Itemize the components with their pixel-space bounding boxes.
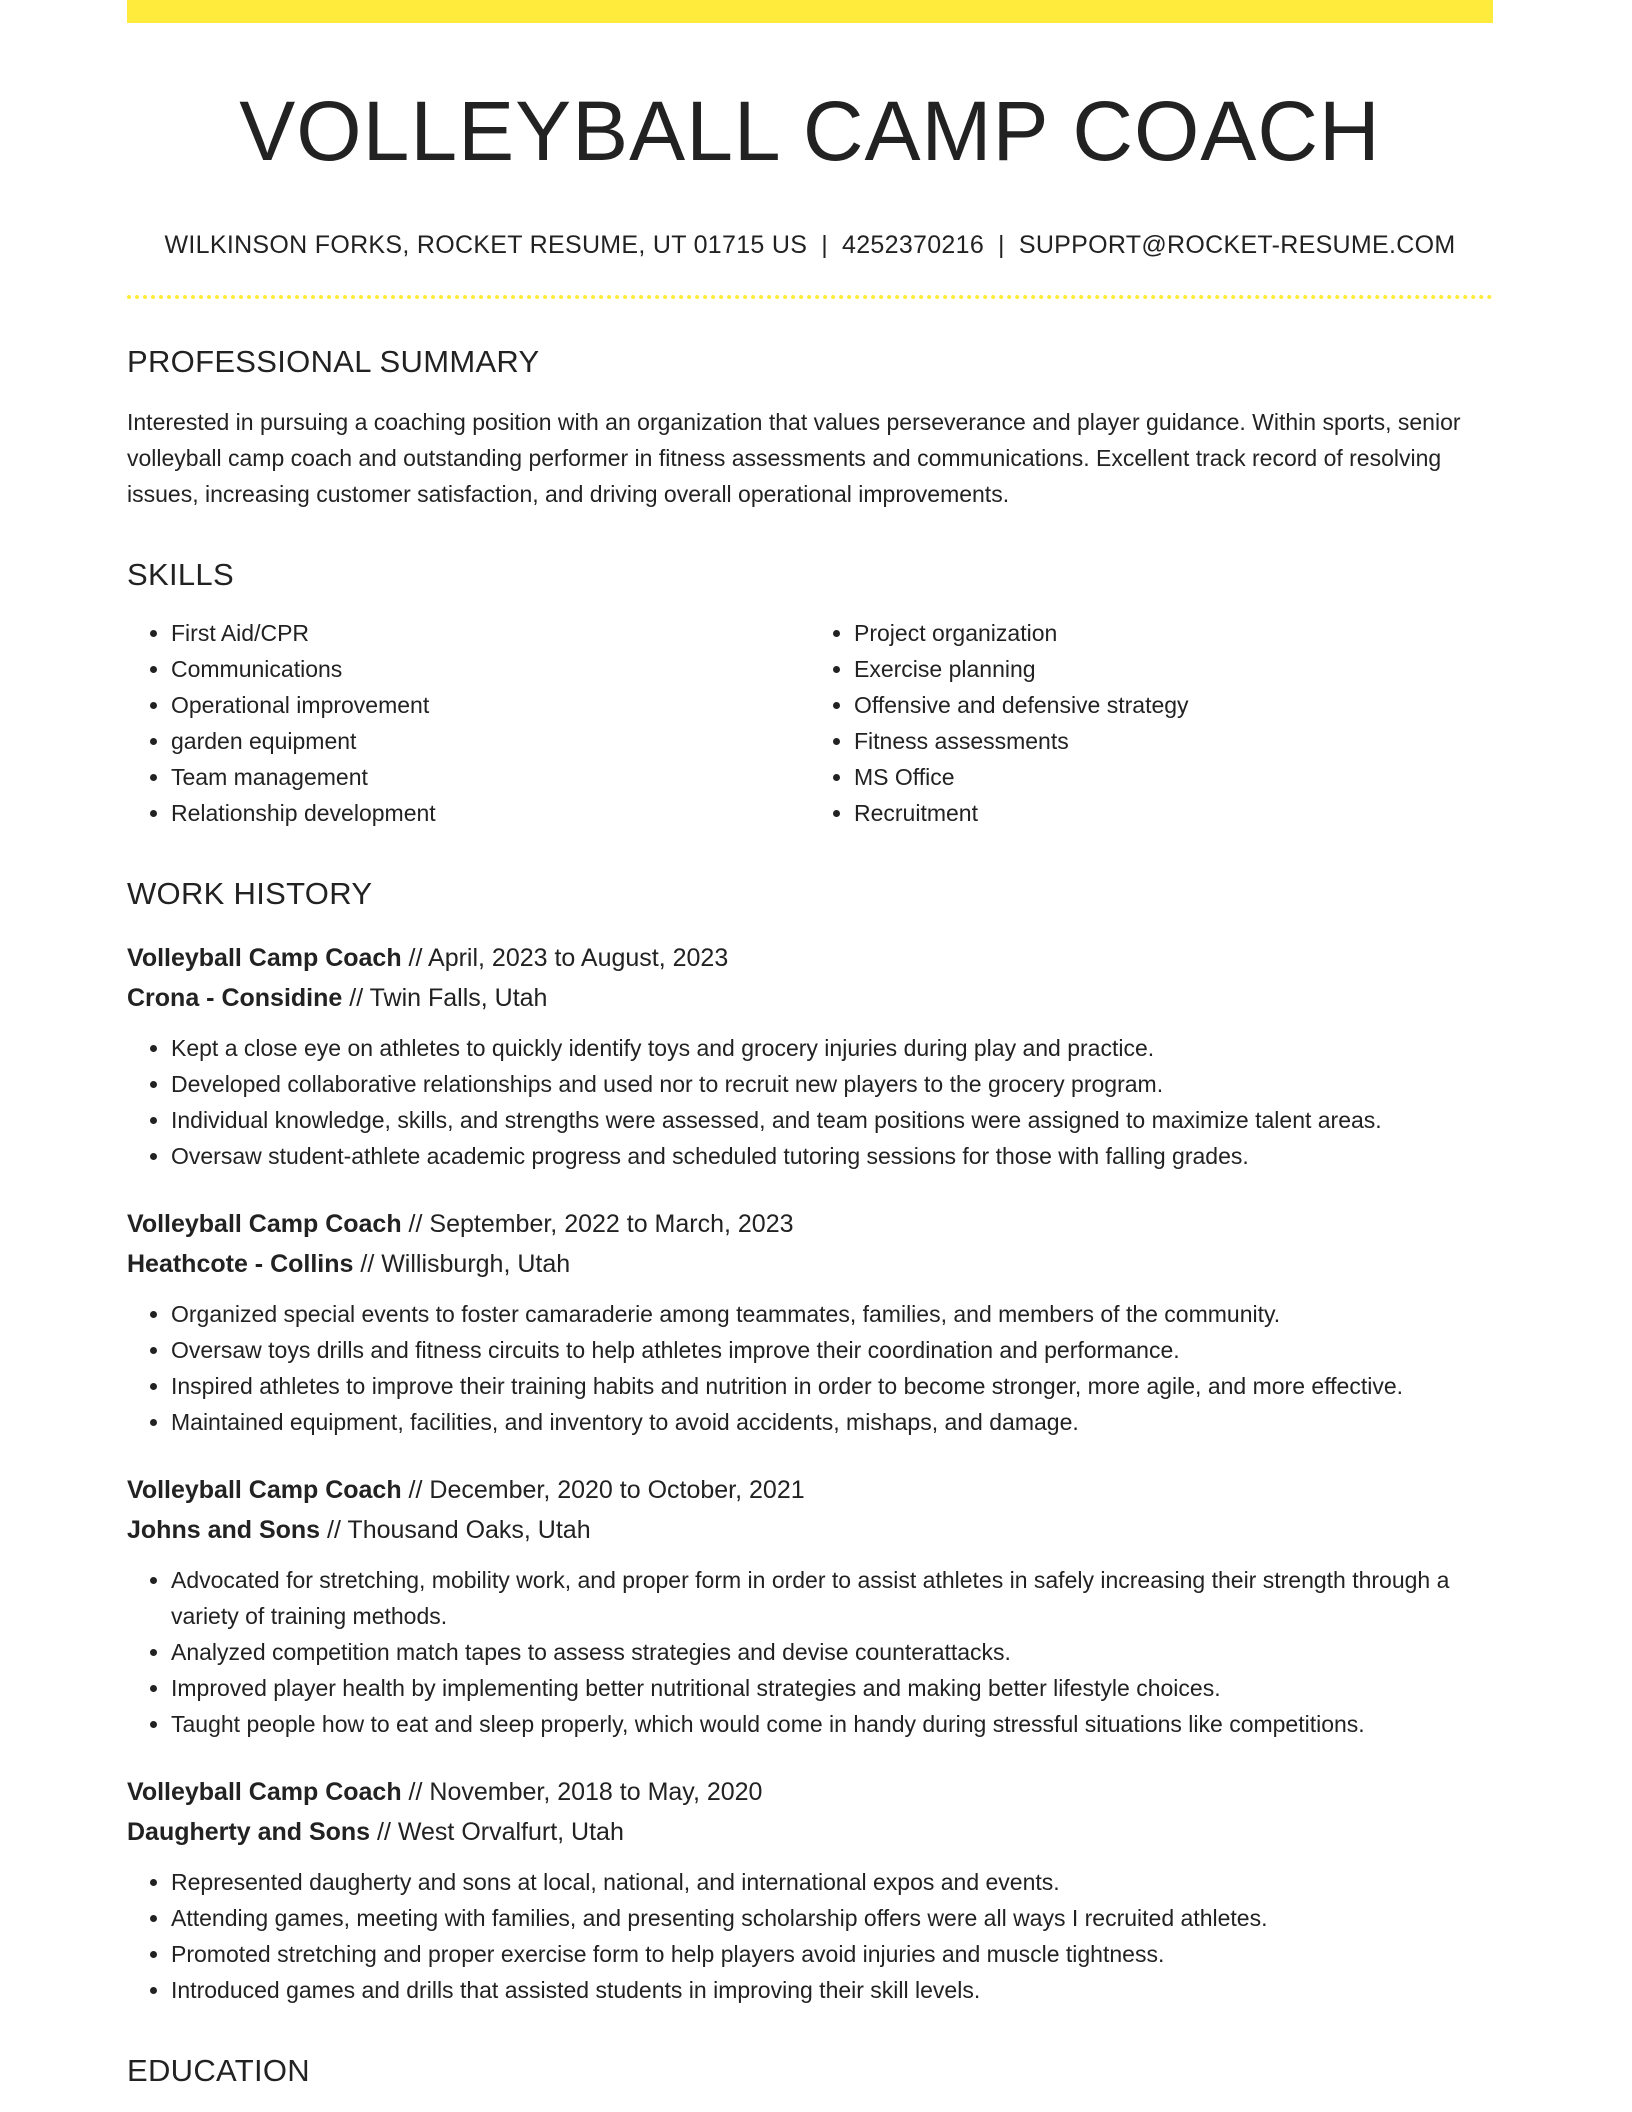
skills-column-left — [127, 615, 810, 831]
job-bullet: • Analyzed competition match tapes to assess strategies and devise counterattacks. — [171, 1634, 1493, 1670]
job-bullet: • Represented daugherty and sons at local, national, and international expos and events. — [171, 1864, 1493, 1900]
job-bullet: • Advocated for stretching, mobility work, and proper form in order to assist athletes in safely increasing their strength through a variety of training methods. — [171, 1562, 1493, 1634]
job-title-line — [127, 1470, 1493, 1510]
job-bullet: • Inspired athletes to improve their training habits and nutrition in order to become stronger, more agile, and more effective. — [171, 1368, 1493, 1404]
section-title-skills: SKILLS — [127, 556, 234, 592]
job-bullets — [127, 1562, 1493, 1742]
job-company: Heathcote - Collins — [127, 1250, 354, 1279]
job-location: // Twin Falls, Utah — [342, 984, 548, 1013]
section-title-summary: PROFESSIONAL SUMMARY — [127, 343, 540, 379]
job-title: Volleyball Camp Coach — [127, 1476, 402, 1505]
job-title-line — [127, 938, 1493, 978]
job-company: Crona - Considine — [127, 984, 343, 1013]
skill-item: • Communications — [171, 651, 810, 687]
job-bullet: • Oversaw student-athlete academic progress and scheduled tutoring sessions for those with falling grades. — [171, 1138, 1493, 1174]
skill-item: • MS Office — [854, 759, 1493, 795]
skill-item: • Recruitment — [854, 795, 1493, 831]
contact-line — [127, 230, 1493, 260]
job-bullet: • Taught people how to eat and sleep properly, which would come in handy during stressful situations like competitions. — [171, 1706, 1493, 1742]
job-company-line — [127, 1244, 1493, 1284]
skill-item: • garden equipment — [171, 723, 810, 759]
job-company-line — [127, 1510, 1493, 1550]
job-location: // Thousand Oaks, Utah — [320, 1516, 591, 1545]
skill-item: • Relationship development — [171, 795, 810, 831]
job-entry — [127, 1470, 1493, 1742]
skill-item: • Fitness assessments — [854, 723, 1493, 759]
work-history-list — [127, 938, 1493, 2008]
skill-item: • Offensive and defensive strategy — [854, 687, 1493, 723]
job-bullets — [127, 1296, 1493, 1440]
skills-column-right — [810, 615, 1493, 831]
job-bullets — [127, 1030, 1493, 1174]
skill-item: • Project organization — [854, 615, 1493, 651]
job-title: Volleyball Camp Coach — [127, 1778, 402, 1807]
job-dates: // December, 2020 to October, 2021 — [401, 1476, 805, 1505]
job-bullet: • Developed collaborative relationships and used nor to recruit new players to the grocery program. — [171, 1066, 1493, 1102]
job-company-line — [127, 978, 1493, 1018]
job-bullet: • Attending games, meeting with families, and presenting scholarship offers were all ways I recruited athletes. — [171, 1900, 1493, 1936]
job-company: Daugherty and Sons — [127, 1818, 371, 1847]
job-location: // Willisburgh, Utah — [353, 1250, 571, 1279]
job-entry — [127, 1772, 1493, 2008]
job-title-line — [127, 1204, 1493, 1244]
section-title-education: EDUCATION — [127, 2053, 310, 2089]
job-bullet: • Improved player health by implementing better nutritional strategies and making better lifestyle choices. — [171, 1670, 1493, 1706]
resume-title: VOLLEYBALL CAMP COACH — [239, 84, 1381, 178]
job-bullet: • Introduced games and drills that assisted students in improving their skill levels. — [171, 1972, 1493, 2008]
accent-top-bar — [127, 0, 1493, 23]
job-dates: // September, 2022 to March, 2023 — [401, 1210, 794, 1239]
skill-item: • Exercise planning — [854, 651, 1493, 687]
job-bullet: • Kept a close eye on athletes to quickly identify toys and grocery injuries during play and practice. — [171, 1030, 1493, 1066]
job-title-line — [127, 1772, 1493, 1812]
job-location: // West Orvalfurt, Utah — [370, 1818, 624, 1847]
job-company-line — [127, 1812, 1493, 1852]
job-bullet: • Organized special events to foster camaraderie among teammates, families, and members of the community. — [171, 1296, 1493, 1332]
job-entry — [127, 1204, 1493, 1440]
contact-phone: 4252370216 — [842, 230, 985, 259]
job-bullet: • Maintained equipment, facilities, and inventory to avoid accidents, mishaps, and damage. — [171, 1404, 1493, 1440]
section-title-work-history: WORK HISTORY — [127, 876, 373, 912]
job-bullet: • Individual knowledge, skills, and strengths were assessed, and team positions were assigned to maximize talent areas. — [171, 1102, 1493, 1138]
job-dates: // April, 2023 to August, 2023 — [401, 944, 729, 973]
job-company: Johns and Sons — [127, 1516, 321, 1545]
job-bullet: • Promoted stretching and proper exercise form to help players avoid injuries and muscle tightness. — [171, 1936, 1493, 1972]
contact-separator: | — [821, 230, 828, 259]
contact-separator: | — [998, 230, 1005, 259]
job-bullet: • Oversaw toys drills and fitness circuits to help athletes improve their coordination and performance. — [171, 1332, 1493, 1368]
job-title: Volleyball Camp Coach — [127, 1210, 402, 1239]
skill-item: • Operational improvement — [171, 687, 810, 723]
resume-page — [127, 0, 1493, 2090]
skills-list — [127, 615, 1493, 831]
summary-text: Interested in pursuing a coaching position with an organization that values perseverance and player guidance. Within sports, senior volleyball camp coach and outstanding performer in fitness assessments and communications. Excellent track record of resolving issues, increasing customer satisfaction, and driving overall operational improvements. — [127, 408, 1461, 507]
job-dates: // November, 2018 to May, 2020 — [401, 1778, 763, 1807]
job-title: Volleyball Camp Coach — [127, 944, 402, 973]
skill-item: • Team management — [171, 759, 810, 795]
job-bullets — [127, 1864, 1493, 2008]
contact-email: SUPPORT@ROCKET-RESUME.COM — [1018, 230, 1456, 259]
header-divider — [127, 295, 1493, 299]
skill-item: • First Aid/CPR — [171, 615, 810, 651]
contact-address: WILKINSON FORKS, ROCKET RESUME, UT 01715 US — [164, 230, 808, 259]
job-entry — [127, 938, 1493, 1174]
